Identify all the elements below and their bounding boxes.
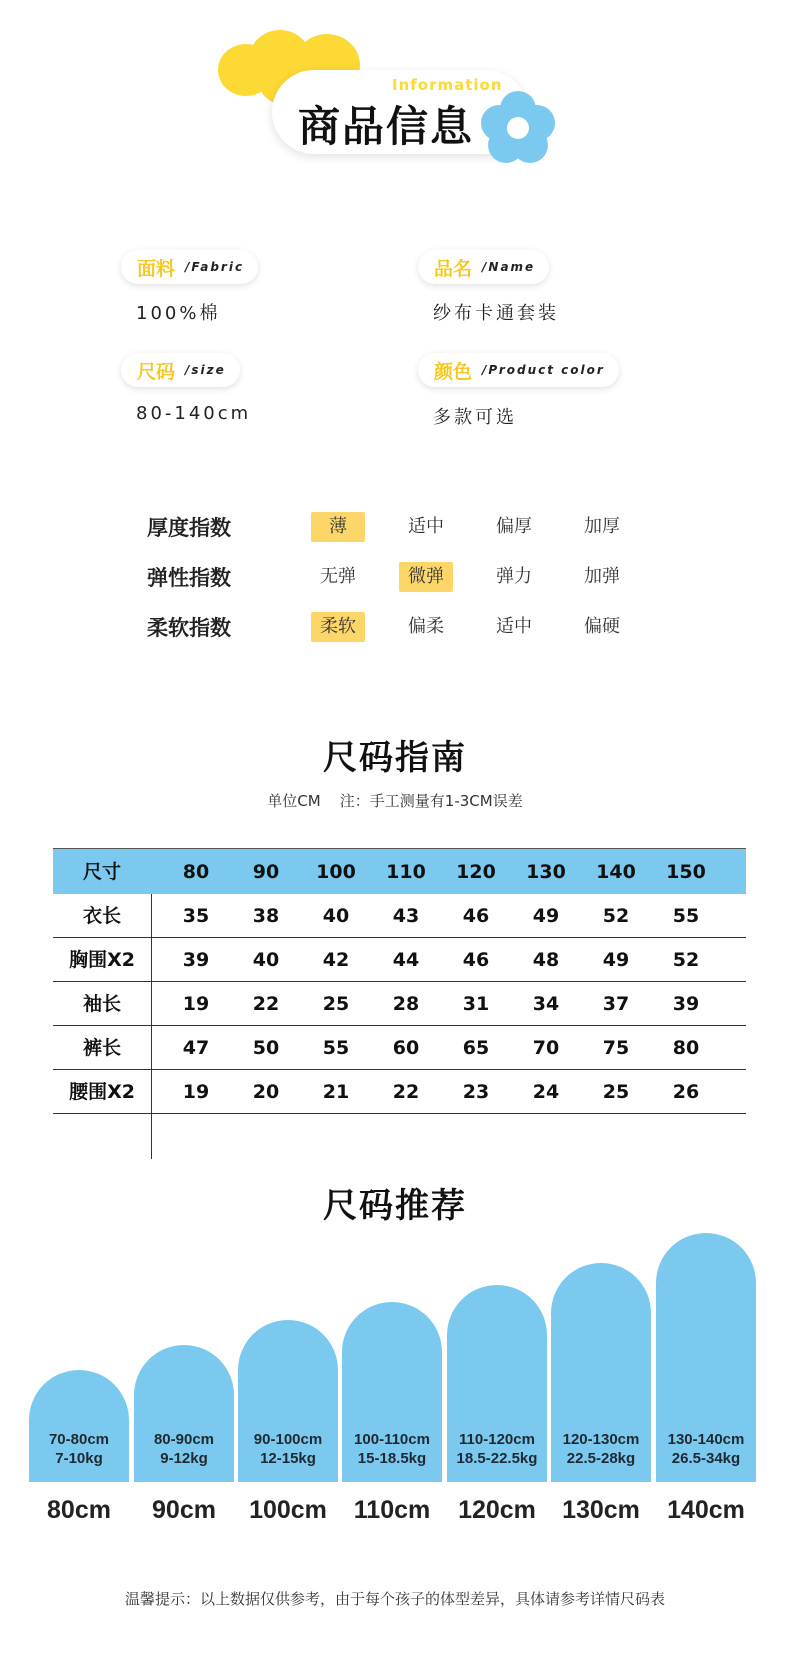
size-arch [134, 1345, 234, 1482]
arch-size-label: 130cm [562, 1496, 640, 1524]
table-cell: 22 [392, 1081, 420, 1103]
arch-size-label: 100cm [249, 1496, 327, 1524]
table-header-cell: 90 [252, 861, 280, 883]
table-cell: 46 [462, 905, 490, 927]
table-cell: 28 [392, 993, 420, 1015]
arch-size-label: 90cm [152, 1496, 216, 1524]
size-arch [656, 1233, 756, 1482]
table-cell: 60 [392, 1037, 420, 1059]
size-label-en: /size [185, 363, 226, 377]
table-cell: 39 [182, 949, 210, 971]
table-header [53, 848, 746, 894]
table-cell: 42 [322, 949, 350, 971]
table-cell: 39 [672, 993, 700, 1015]
header-banner [0, 0, 790, 180]
table-cell: 80 [672, 1037, 700, 1059]
table-header-cell: 尺寸 [82, 861, 121, 883]
index-row [0, 556, 790, 596]
name-value: 纱布卡通套装 [433, 303, 559, 324]
table-header-cell: 150 [666, 861, 706, 883]
table-cell: 44 [392, 949, 420, 971]
size-arch [447, 1285, 547, 1482]
table-cell: 25 [602, 1081, 630, 1103]
arch-text [342, 1430, 442, 1468]
table-row [53, 938, 746, 982]
table-row-label: 衣长 [82, 905, 121, 927]
size-arch [238, 1320, 338, 1482]
index-option: 无弹 [320, 566, 356, 587]
size-guide-note: 单位CM 注：手工测量有1-3CM误差 [267, 792, 523, 810]
table-row-label: 腰围X2 [69, 1081, 135, 1103]
table-row-label: 裤长 [82, 1037, 121, 1059]
index-option: 适中 [408, 516, 444, 537]
arch-weight: 22.5-28kg [566, 1450, 636, 1467]
index-row [0, 506, 790, 546]
index-option: 适中 [496, 616, 532, 637]
table-cell: 55 [672, 905, 700, 927]
table-cell: 49 [532, 905, 560, 927]
arch-weight: 9-12kg [160, 1450, 208, 1467]
table-cell: 34 [532, 993, 560, 1015]
header-subtitle: Information [392, 76, 503, 94]
index-option: 偏柔 [408, 616, 444, 637]
name-label-en: /Name [482, 260, 536, 274]
table-header-cell: 130 [526, 861, 566, 883]
size-guide-title: 尺码指南 [323, 738, 467, 778]
table-cell: 20 [252, 1081, 280, 1103]
table-cell: 31 [462, 993, 490, 1015]
table-cell: 65 [462, 1037, 490, 1059]
table-row [53, 894, 746, 938]
color-label: 颜色 [434, 360, 473, 383]
color-value: 多款可选 [433, 407, 517, 428]
arch-weight: 18.5-22.5kg [456, 1450, 538, 1467]
table-cell: 40 [322, 905, 350, 927]
arch-height: 130-140cm [667, 1431, 745, 1448]
table-cell: 23 [462, 1081, 490, 1103]
color-tag [418, 353, 619, 387]
index-option: 加厚 [584, 516, 620, 537]
table-cell: 47 [182, 1037, 210, 1059]
footer-note: 温馨提示：以上数据仅供参考，由于每个孩子的体型差异，具体请参考详情尺码表 [124, 1590, 665, 1608]
arch-weight: 12-15kg [260, 1450, 316, 1467]
size-tag [121, 353, 240, 387]
arch-text [656, 1430, 756, 1468]
table-cell: 26 [672, 1081, 700, 1103]
size-arch [29, 1370, 129, 1482]
arch-text [551, 1430, 651, 1468]
color-label-en: /Product color [482, 363, 605, 377]
table-cell: 22 [252, 993, 280, 1015]
arch-weight: 15-18.5kg [357, 1450, 427, 1467]
table-cell: 19 [182, 1081, 210, 1103]
arch-height: 120-130cm [562, 1431, 640, 1448]
arch-weight: 26.5-34kg [671, 1450, 741, 1467]
fabric-label: 面料 [137, 257, 176, 280]
table-cell: 19 [182, 993, 210, 1015]
table-cell: 38 [252, 905, 280, 927]
arch-text [29, 1430, 129, 1468]
index-option-selected: 柔软 [311, 612, 365, 642]
fabric-label-en: /Fabric [185, 260, 245, 274]
blue-flower-icon [481, 91, 555, 165]
table-cell: 70 [532, 1037, 560, 1059]
index-row [0, 606, 790, 646]
fabric-tag [121, 250, 258, 284]
table-cell: 24 [532, 1081, 560, 1103]
table-cell: 40 [252, 949, 280, 971]
table-row [53, 1026, 746, 1070]
table-header-cell: 110 [386, 861, 426, 883]
table-cell: 52 [672, 949, 700, 971]
table-header-cell: 100 [316, 861, 356, 883]
table-row [53, 982, 746, 1026]
index-label: 柔软指数 [147, 616, 231, 640]
index-label: 弹性指数 [147, 566, 231, 590]
table-row-label: 胸围X2 [69, 949, 135, 971]
table-cell: 52 [602, 905, 630, 927]
page-title: 商品信息 [298, 102, 475, 151]
table-header-cell: 80 [182, 861, 210, 883]
table-header-cell: 120 [456, 861, 496, 883]
index-option: 弹力 [496, 566, 532, 587]
arch-height: 80-90cm [153, 1431, 215, 1448]
table-cell: 43 [392, 905, 420, 927]
arch-weight: 7-10kg [55, 1450, 103, 1467]
size-arch [551, 1263, 651, 1482]
index-option: 偏厚 [496, 516, 532, 537]
table-cell: 49 [602, 949, 630, 971]
table-row-label: 袖长 [82, 993, 121, 1015]
table-cell: 25 [322, 993, 350, 1015]
arch-text [447, 1430, 547, 1468]
name-tag [418, 250, 549, 284]
arch-text [238, 1430, 338, 1468]
size-value: 80-140cm [136, 403, 252, 424]
table-row [53, 1070, 746, 1114]
arch-height: 90-100cm [253, 1431, 323, 1448]
table-cell: 55 [322, 1037, 350, 1059]
index-option-selected: 微弹 [399, 562, 453, 592]
arch-height: 100-110cm [354, 1431, 430, 1448]
arch-size-label: 140cm [667, 1496, 745, 1524]
table-cell: 46 [462, 949, 490, 971]
size-label: 尺码 [137, 360, 176, 383]
arch-text [134, 1430, 234, 1468]
arch-size-label: 80cm [47, 1496, 111, 1524]
arch-size-label: 120cm [458, 1496, 536, 1524]
size-arch [342, 1302, 442, 1482]
table-cell: 75 [602, 1037, 630, 1059]
table-cell: 21 [322, 1081, 350, 1103]
index-option: 偏硬 [584, 616, 620, 637]
fabric-value: 100%棉 [136, 303, 221, 324]
arch-height: 110-120cm [459, 1431, 535, 1448]
index-option: 加弹 [584, 566, 620, 587]
table-cell: 50 [252, 1037, 280, 1059]
index-label: 厚度指数 [147, 516, 231, 540]
recommend-title: 尺码推荐 [323, 1186, 467, 1226]
table-cell: 35 [182, 905, 210, 927]
index-option-selected: 薄 [311, 512, 365, 542]
table-divider [151, 894, 152, 1159]
arch-size-label: 110cm [353, 1496, 431, 1524]
table-header-cell: 140 [596, 861, 636, 883]
table-cell: 48 [532, 949, 560, 971]
table-cell: 37 [602, 993, 630, 1015]
name-label: 品名 [434, 257, 473, 280]
arch-height: 70-80cm [48, 1431, 110, 1448]
